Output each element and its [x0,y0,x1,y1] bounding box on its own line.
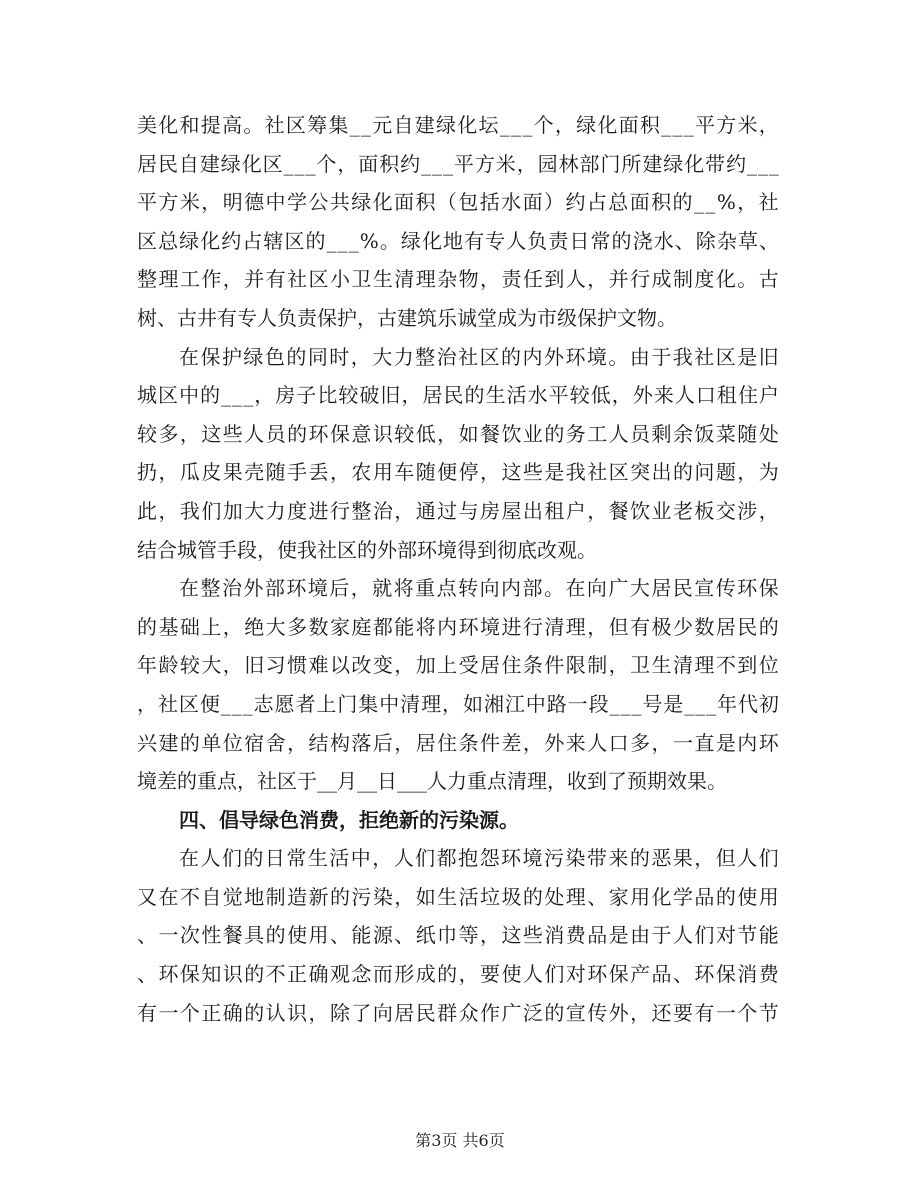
text-line: 、 环 保 知 识 的 不 正 确 观 念 而 形 成 的 ， 要 使 人 们 对 环 保 产 品 、 环 保 消 费 [137,962,779,987]
text-line: 美 化 和 提 高 。 社 区 筹 集 _ _ 元 自 建 绿 化 坛 _ _ _ 个 ， 绿 化 面 积 _ _ _ 平 方 米 ， [137,113,779,137]
text-line: 兴 建 的 单 位 宿 舍 ， 结 构 落 后 ， 居 住 条 件 差 ， 外 来 人 口 多 ， 一 直 是 内 环 [137,730,779,755]
text-line: 区 总 绿 化 约 占 辖 区 的 _ _ _ % 。 绿 化 地 有 专 人 负 责 日 常 的 浇 水 、 除 杂 草 、 [137,228,779,253]
text-line: 境差的重点，社区于__月__日___人力重点清理，收到了预期效果。 [137,769,727,794]
text-line: ， 社 区 便 _ _ _ 志 愿 者 上 门 集 中 清 理 ， 如 湘 江 中 路 一 段 _ _ _ 号 是 _ _ _ 年 代 初 [137,691,779,716]
text-line: 较 多 ， 这 些 人 员 的 环 保 意 识 较 低 ， 如 餐 饮 业 的 务 工 人 员 剩 余 饭 菜 随 处 [137,421,779,446]
text-line: 居 民 自 建 绿 化 区 _ _ _ 个 ， 面 积 约 _ _ _ 平 方 米 ， 园 林 部 门 所 建 绿 化 带 约 _ _ _ [137,151,779,176]
text-line: 树、古井有专人负责保护，古建筑乐诚堂成为市级保护文物。 [137,305,677,330]
text-line: 扔 ， 瓜 皮 果 壳 随 手 丢 ， 农 用 车 随 便 停 ， 这 些 是 我 社 区 突 出 的 问 题 ， 为 [137,460,779,485]
text-line: 又 在 不 自 觉 地 制 造 新 的 污 染 ， 如 生 活 垃 圾 的 处 理 、 家 用 化 学 品 的 使 用 [137,884,779,909]
section-heading: 四、倡导绿色消费，拒绝新的污染源。 [179,807,519,832]
text-line: 整 理 工 作 ， 并 有 社 区 小 卫 生 清 理 杂 物 ， 责 任 到 人 ， 并 行 成 制 度 化 。 古 [137,267,779,292]
text-line: 有 一 个 正 确 的 认 识 ， 除 了 向 居 民 群 众 作 广 泛 的 宣 传 外 ， 还 要 有 一 个 节 [137,1000,779,1025]
paragraph-first-line: 在 整 治 外 部 环 境 后 ， 就 将 重 点 转 向 内 部 。 在 向 广 大 居 民 宣 传 环 保 [179,576,779,601]
text-line: 城 区 中 的 _ _ _ ， 房 子 比 较 破 旧 ， 居 民 的 生 活 水 平 较 低 ， 外 来 人 口 租 住 户 [137,383,779,408]
page-number: 第3页 共6页 [415,1131,505,1150]
text-line: 结合城管手段，使我社区的外部环境得到彻底改观。 [137,537,597,562]
text-line: 平 方 米 ， 明 德 中 学 公 共 绿 化 面 积 （ 包 括 水 面 ） 约 占 总 面 积 的 _ _ % ， 社 [137,190,779,215]
text-line: 此 ， 我 们 加 大 力 度 进 行 整 治 ， 通 过 与 房 屋 出 租 户 ， 餐 饮 业 老 板 交 涉 ， [137,498,779,523]
text-line: 的 基 础 上 ， 绝 大 多 数 家 庭 都 能 将 内 环 境 进 行 清 理 ， 但 有 极 少 数 居 民 的 [137,614,779,639]
text-line: 年 龄 较 大 ， 旧 习 惯 难 以 改 变 ， 加 上 受 居 住 条 件 限 制 ， 卫 生 清 理 不 到 位 [137,653,779,678]
text-line: 、 一 次 性 餐 具 的 使 用 、 能 源 、 纸 巾 等 ， 这 些 消 费 品 是 由 于 人 们 对 节 能 [137,923,779,948]
paragraph-first-line: 在 人 们 的 日 常 生 活 中 ， 人 们 都 抱 怨 环 境 污 染 带 来 的 恶 果 ， 但 人 们 [179,846,779,871]
document-body [137,106,779,1032]
paragraph-first-line: 在 保 护 绿 色 的 同 时 ， 大 力 整 治 社 区 的 内 外 环 境 。 由 于 我 社 区 是 旧 [179,344,779,369]
